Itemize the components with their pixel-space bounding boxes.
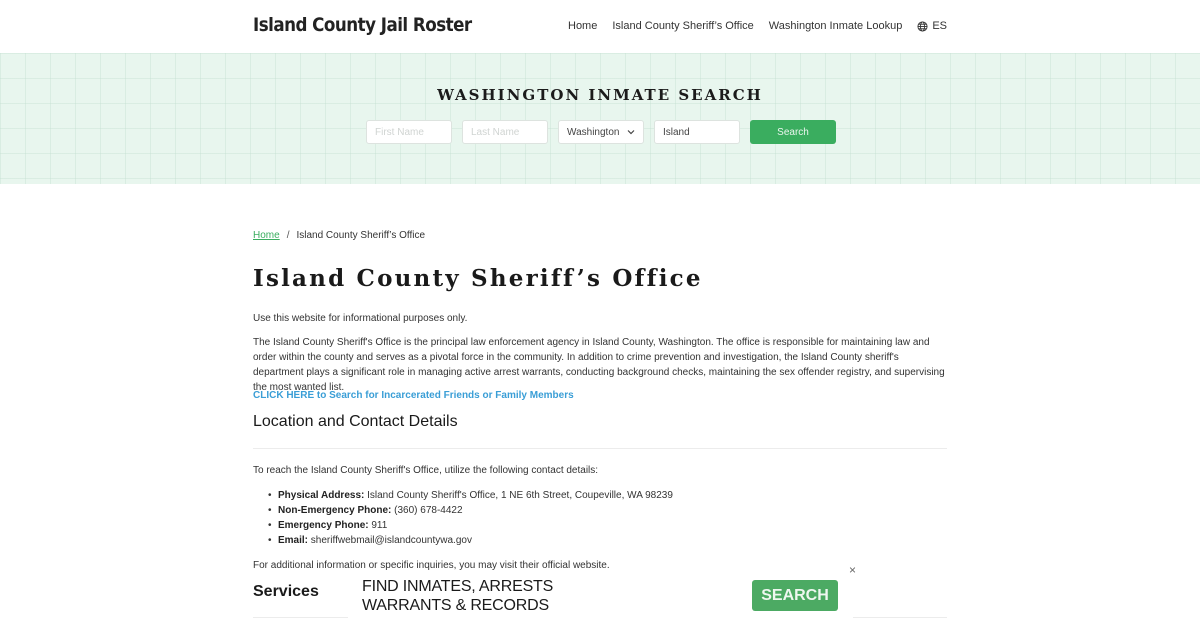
contact-value: sheriffwebmail@islandcountywa.gov [310, 535, 472, 546]
site-header [0, 0, 1200, 53]
ad-headline-line1: FIND INMATES, ARRESTS [362, 578, 554, 595]
search-button[interactable]: Search [750, 120, 836, 144]
nav-washington-inmate-lookup[interactable]: Washington Inmate Lookup [768, 20, 903, 32]
services-heading: Services [253, 583, 319, 600]
breadcrumb-current: Island County Sheriff’s Office [296, 230, 426, 241]
contact-label: Emergency Phone: [278, 520, 369, 531]
section-divider [853, 617, 947, 618]
state-select-value: Washington [567, 126, 620, 138]
last-name-input[interactable]: Last Name [462, 120, 548, 144]
contact-value: (360) 678-4422 [394, 505, 463, 516]
breadcrumb [253, 230, 425, 241]
contact-label: Physical Address: [278, 490, 365, 501]
language-label: ES [932, 20, 947, 32]
chevron-down-icon [627, 129, 635, 135]
county-input[interactable]: Island [654, 120, 740, 144]
contact-non-emergency-phone [268, 503, 673, 518]
contact-email [268, 533, 673, 548]
page-title: Island County Sheriff’s Office [253, 265, 703, 292]
ad-banner[interactable] [348, 575, 848, 620]
disclaimer-text: Use this website for informational purposes only. [253, 313, 468, 324]
first-name-input[interactable]: First Name [366, 120, 452, 144]
ad-headline-line2: WARRANTS & RECORDS [362, 597, 549, 614]
search-title: WASHINGTON INMATE SEARCH [437, 86, 763, 104]
intro-paragraph: The Island County Sheriff's Office is the principal law enforcement agency in Island County, Washington. The office is responsible for maintaining law and order within the county and serves as a pivotal force in the community. In addition to crime prevention and investigation, the Island County sheriff's department plays a significant role in managing active arrest warrants, conducting background checks, maintaining the sex offender registry, and supervising the most wanted list. [253, 337, 945, 393]
site-title[interactable]: Island County Jail Roster [253, 14, 472, 36]
contact-intro: To reach the Island County Sheriff's Office, utilize the following contact details: [253, 465, 599, 476]
contact-list [268, 488, 673, 548]
state-select[interactable] [558, 120, 644, 144]
ad-search-button[interactable]: SEARCH [752, 580, 838, 611]
inmate-search-band [0, 53, 1200, 184]
language-switcher[interactable] [917, 20, 947, 32]
contact-label: Email: [278, 535, 309, 546]
close-icon[interactable]: × [849, 563, 857, 577]
contact-emergency-phone [268, 518, 673, 533]
section-divider [253, 448, 947, 449]
contact-address [268, 488, 673, 503]
additional-info-text: For additional information or specific inquiries, you may visit their official website. [253, 560, 610, 571]
search-form [366, 120, 836, 144]
location-heading: Location and Contact Details [253, 413, 458, 430]
globe-icon [917, 21, 928, 32]
section-divider [253, 617, 348, 618]
contact-value: Island County Sheriff's Office, 1 NE 6th Street, Coupeville, WA 98239 [367, 490, 673, 501]
breadcrumb-separator: / [286, 230, 290, 241]
contact-value: 911 [371, 520, 388, 531]
nav-sheriffs-office[interactable]: Island County Sheriff’s Office [612, 20, 754, 32]
breadcrumb-home[interactable]: Home [253, 230, 280, 241]
ad-headline [362, 577, 553, 615]
main-nav [553, 20, 947, 32]
search-incarcerated-link[interactable]: CLICK HERE to Search for Incarcerated Friends or Family Members [253, 390, 574, 401]
contact-label: Non-Emergency Phone: [278, 505, 392, 516]
nav-home[interactable]: Home [568, 20, 598, 32]
